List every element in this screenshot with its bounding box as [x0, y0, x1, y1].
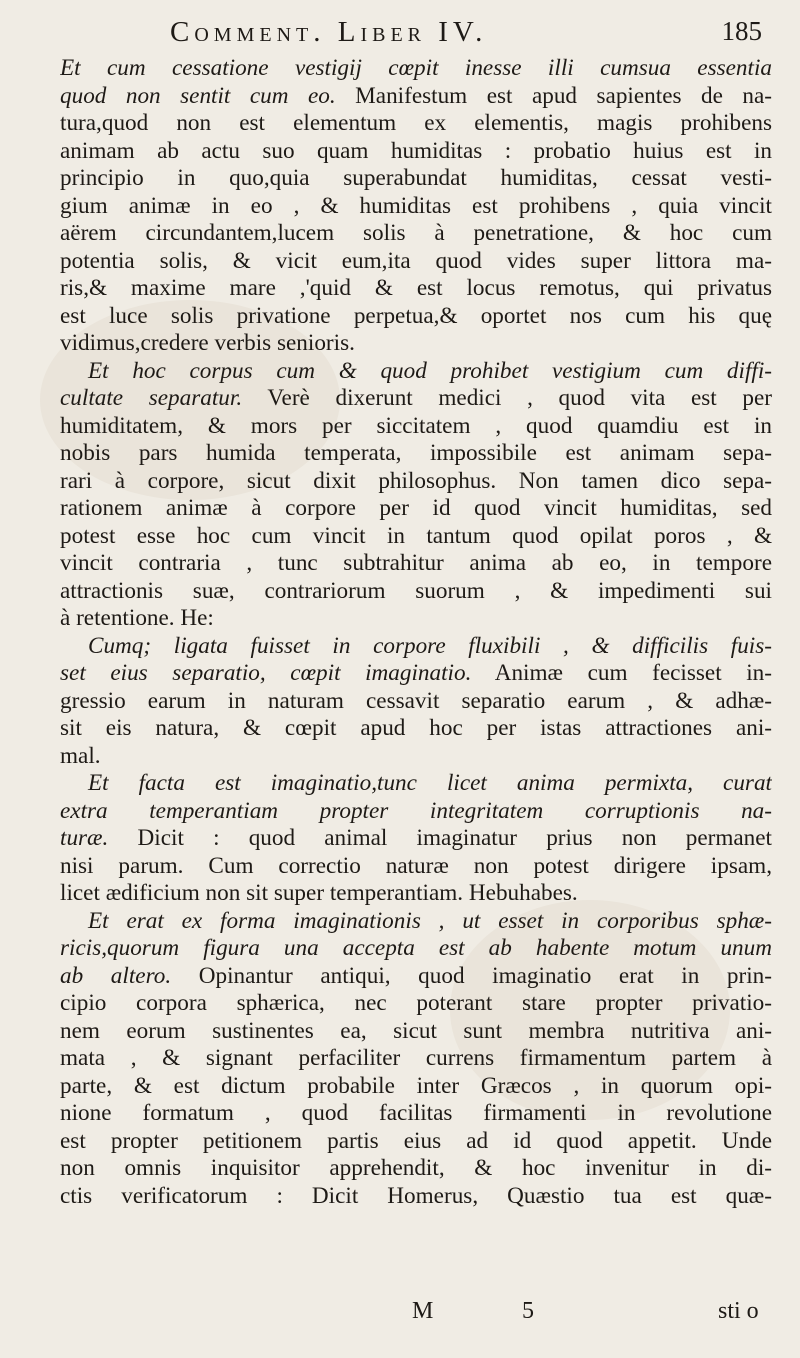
text-line: [60, 138, 772, 166]
catchword: sti o: [718, 1298, 759, 1324]
text-line: [60, 1183, 772, 1211]
commentary-text: licet ædificium non sit super temperantiam. Hebuhabes.: [60, 880, 578, 906]
commentary-text: cipio corpora sphærica, nec poterant stare propter privatio-: [60, 990, 772, 1016]
text-body: [60, 55, 772, 1210]
commentary-text: Opinantur antiqui, quod imaginatio erat in prin-: [171, 962, 772, 989]
commentary-text: non omnis inquisitor apprehendit, & hoc invenitur in di-: [60, 1155, 772, 1181]
text-line: [60, 220, 772, 248]
commentary-text: gressio earum in naturam cessavit separatio earum , & adhæ-: [60, 687, 772, 714]
text-line: [60, 963, 772, 991]
commentary-text: nione formatum , quod facilitas firmamenti in revolutione: [60, 1100, 772, 1126]
commentary-text: est luce solis privatione perpetua,& oportet nos cum his quę: [60, 302, 772, 329]
signature-mark: M: [412, 1298, 434, 1324]
commentary-text: gium animæ in eo , & humiditas est prohibens , quia vincit: [60, 192, 772, 219]
italic-lemma: cultate separatur.: [60, 385, 243, 411]
commentary-text: principio in quo,quia superabundat humiditas, cessat vesti-: [60, 165, 772, 191]
text-line: [60, 330, 772, 358]
text-line: [60, 385, 772, 413]
commentary-text: potest esse hoc cum vincit in tantum quod opilat poros , &: [60, 522, 772, 549]
text-line: [60, 990, 772, 1018]
italic-lemma: quod non sentit cum eo.: [60, 82, 336, 109]
commentary-text: vincit contraria , tunc subtrahitur anima ab eo, in tempore: [60, 550, 772, 576]
text-line: [60, 1045, 772, 1073]
commentary-text: ctis verificatorum : Dicit Homerus, Quæstio tua est quæ-: [60, 1182, 772, 1209]
text-line: [60, 413, 772, 441]
text-line: [60, 440, 772, 468]
text-line: [60, 165, 772, 193]
text-line: [60, 55, 772, 83]
italic-lemma: set eius separatio, cœpit imaginatio.: [60, 660, 472, 686]
commentary-text: tura,quod non est elementum ex elementis, magis prohibens: [60, 110, 772, 136]
text-line: [60, 743, 772, 771]
commentary-text: humiditatem, & mors per siccitatem , quod quamdiu est in: [60, 412, 772, 439]
text-line: [60, 825, 772, 853]
commentary-text: rari à corpore, sicut dixit philosophus. Non tamen dico sepa-: [60, 467, 772, 494]
italic-lemma: Cumq; ligata fuisset in corpore fluxibili , & difficilis fuis-: [88, 632, 772, 659]
running-title: Comment. Liber IV.: [170, 16, 488, 48]
signature-number: 5: [522, 1298, 534, 1324]
text-line: [60, 468, 772, 496]
text-line: [60, 605, 772, 633]
signature-line: [0, 1298, 800, 1330]
text-line: [60, 83, 772, 111]
italic-lemma: Et cum cessatione vestigij cœpit inesse illi cumsua essentia: [60, 55, 772, 81]
commentary-text: Manifestum est apud sapientes de na-: [335, 82, 772, 109]
commentary-text: nobis pars humida temperata, impossibile est animam sepa-: [60, 440, 772, 466]
commentary-text: mata , & signant perfaciliter currens firmamentum partem à: [60, 1045, 772, 1071]
commentary-text: vidimus,credere verbis senioris.: [60, 330, 355, 356]
text-line: [60, 880, 772, 908]
italic-lemma: ab altero.: [60, 962, 172, 989]
commentary-text: rationem animæ à corpore per id quod vincit humiditas, sed: [60, 495, 772, 521]
text-line: [60, 1073, 772, 1101]
text-line: [60, 248, 772, 276]
italic-lemma: Et hoc corpus cum & quod prohibet vestigium cum diffi-: [88, 357, 772, 384]
commentary-text: potentia solis, & vicit eum,ita quod vides super littora ma-: [60, 247, 772, 274]
text-line: [60, 908, 772, 936]
text-line: [60, 523, 772, 551]
commentary-text: Animæ cum fecisset in-: [471, 660, 772, 686]
italic-lemma: turæ.: [60, 825, 109, 851]
commentary-text: nisi parum. Cum correctio naturæ non potest dirigere ipsam,: [60, 852, 772, 879]
text-line: [60, 578, 772, 606]
text-line: [60, 1155, 772, 1183]
italic-lemma: Et erat ex forma imaginationis , ut esset in corporibus sphæ-: [88, 907, 772, 934]
text-line: [60, 193, 772, 221]
text-line: [60, 715, 772, 743]
commentary-text: mal.: [60, 742, 101, 769]
commentary-text: animam ab actu suo quam humiditas : probatio huius est in: [60, 137, 772, 164]
italic-lemma: extra temperantiam propter integritatem corruptionis na-: [60, 797, 772, 824]
text-line: [60, 633, 772, 661]
commentary-text: nem eorum sustinentes ea, sicut sunt membra nutritiva ani-: [60, 1017, 772, 1044]
text-line: [60, 660, 772, 688]
text-line: [60, 1018, 772, 1046]
page-number: 185: [721, 16, 762, 46]
commentary-text: parte, & est dictum probabile inter Græcos , in quorum opi-: [60, 1072, 772, 1099]
commentary-text: est propter petitionem partis eius ad id quod appetit. Unde: [60, 1127, 772, 1154]
italic-lemma: Et facta est imaginatio,tunc licet anima permixta, curat: [88, 770, 772, 796]
text-line: [60, 1100, 772, 1128]
italic-lemma: ricis,quorum figura una accepta est ab habente motum unum: [60, 935, 772, 961]
commentary-text: Dicit : quod animal imaginatur prius non permanet: [108, 825, 772, 851]
text-line: [60, 935, 772, 963]
commentary-text: ris,& maxime mare ,'quid & est locus remotus, qui privatus: [60, 275, 772, 301]
text-line: [60, 275, 772, 303]
text-line: [60, 798, 772, 826]
text-line: [60, 770, 772, 798]
text-line: [60, 495, 772, 523]
commentary-text: sit eis natura, & cœpit apud hoc per istas attractiones ani-: [60, 715, 772, 741]
text-line: [60, 303, 772, 331]
running-header: [170, 16, 770, 56]
text-line: [60, 853, 772, 881]
text-line: [60, 550, 772, 578]
commentary-text: aërem circundantem,lucem solis à penetratione, & hoc cum: [60, 220, 772, 246]
commentary-text: à retentione. He:: [60, 605, 214, 631]
commentary-text: Verè dixerunt medici , quod vita est per: [242, 385, 772, 411]
text-line: [60, 358, 772, 386]
text-line: [60, 688, 772, 716]
text-line: [60, 110, 772, 138]
text-line: [60, 1128, 772, 1156]
commentary-text: attractionis suæ, contrariorum suorum , & impedimenti sui: [60, 577, 772, 604]
